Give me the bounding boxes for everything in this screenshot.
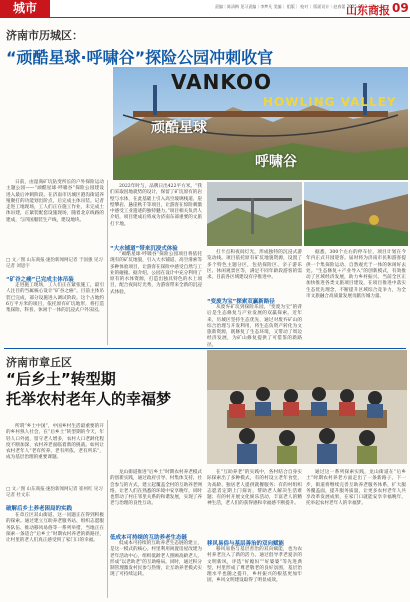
story1-main-photo bbox=[113, 67, 408, 180]
story1-headline: “顽酷星球·呼啸谷”探险公园冲刺收官 bbox=[6, 48, 274, 67]
story2-col5: 在“互助养老”的实践中，各村结合自身实际探索出了多种模式，有的村设立老年食堂，为高龄、独居老人提供就餐服务；有的村组织志愿者定期上门探访，帮助老人解决生活难题；有的村开展文化娱乐活动，丰富老人的精神生活，老人们的获得感和幸福感不断提升。 bbox=[207, 470, 302, 507]
story1-col5: 打卡点和夜间灯光，形成独特的沉浸式游览动线。项目依托原有矿坑地貌资源，设置了多个特色主题分区，包括探险区、亲子游乐区、休闲观景区等，满足不同年龄段游客的需求。目前各区域建设有序推进中。 bbox=[207, 250, 302, 281]
story2-col6: 移风易俗与基层善治的双向赋能，也为农村养老注入了新的活力。通过倡导孝老爱亲的文明新风，评选“好媳妇”“好婆婆”等先进典型，村里形成了尊老敬老的良好氛围，基层治理水平也随之提升，乡村振兴的根基更加牢固，乡风文明建设取得了明显成效。 bbox=[207, 547, 302, 584]
story1-byline: □ 文／图 山东商报·速豹新闻网记者 于国强 见习记者 刘思宇 bbox=[6, 258, 103, 270]
column-rule bbox=[107, 180, 108, 345]
story1-col3: 2022年时与，品牌日出422平方米。“我们采取因地就势的设计，保留了矿坑原有的岩壁与水体，在此基础上引入高空玻璃栈道、崖壁攀岩、悬崖秋千等项目，让游客在惊险刺激中感受工业遗迹的独特魅力。”项目相关负责人介绍，项目建成后将成为济南东部重要的文旅打卡地。 bbox=[110, 184, 202, 227]
story1-sub1: “矿谷之癌”已完成主体吊装 bbox=[6, 277, 74, 283]
story1-col7: 据悉，300个左右的停车位，项目计划在今年内正式开园迎客。届时将为济南市民和游客提供一个集探险运动、自然观光于一体的休闲好去处。“生态修复＋产业导入”的创新模式，有效推动了区域经济发展，助力乡村振兴。当前全区正加快推进各类文旅项目建设，在项目推进中落实生态优先理念，不断提升区域综合竞争力，为全市文旅融合高质量发展贡献历城力量。 bbox=[306, 250, 406, 300]
sign-vankoo: VANKOO bbox=[171, 70, 272, 94]
section-tag: 城市 bbox=[0, 0, 50, 17]
story1-col2: 走进施工现场，工人们正在紧张施工，最引人注目的当属核心设计“矿谷之癌”。目前主体吊装已完成，部分设施进入调试阶段。这个占地约6万平方米的项目，依托原有矿坑地形，将打造集探险、科普、休闲于一体的沉浸式户外乐园。 bbox=[6, 283, 104, 314]
story2-sub-right: 移风易俗与基层善治的双向赋能 bbox=[207, 541, 285, 547]
story2-kicker: 济南市章丘区 bbox=[6, 356, 72, 369]
story1-col4: “顽酷星球·呼啸谷”探险公园项目将依托现有的矿坑地貌，引入大水铺道、高空滑索等多种体验项目，让游客在探险中感受自然与工业的碰撞。据介绍，公园在设计中充分利用了原有的水体资源，打造出独具特色的水上项目，配合夜间灯光秀，为游客带来全新的沉浸式体验。 bbox=[110, 252, 202, 295]
story2-col1: 所谓“乡土中国”，中国乡村生活最重要的开的乡村熟人社会，在“后乡土”转型期的今天，年轻人口外流，留守老人增多，农村人口老龄化程度不断加深，农村养老面临着新的挑战。如何让农村老年人“老有所养、老有所依、老有所乐”，成为基层治理的重要课题。 bbox=[6, 424, 104, 461]
story1-sub2: “大水铺道”带来沉浸式体验 bbox=[110, 246, 178, 252]
story1-photo-3 bbox=[304, 182, 408, 246]
page-header bbox=[0, 0, 410, 18]
story1-col1: 日前，由湿商矿坑钻变所长的户外探险运动主题公园——“顽酷星球·呼啸谷”探险公园建设进入最后冲刺阶段。在济南市历城区港沟街道养殖聚打的功能划出阶点，后完成主体吊装。记者走进工地现场，工人们正在施工作业，未完成土体吊建，正紧装配套设施现场，随着北京线路的建成，与四国服装生产线，建设地块。 bbox=[6, 180, 104, 223]
page-number: 09 bbox=[392, 1, 409, 15]
story1-photo-2 bbox=[207, 182, 302, 246]
column-rule bbox=[107, 420, 108, 598]
story1-sub3: “变废为宝”探索双赢新路径 bbox=[207, 299, 275, 305]
story2-byline: □ 文／图 山东商报·速豹新闻网记者 崔州红 见习记者 杜文东 bbox=[6, 487, 103, 499]
photo-caption-1: 顽酷星球 bbox=[151, 120, 207, 136]
photo-caption-2: 呼啸谷 bbox=[255, 154, 297, 170]
story2-sub-mid: 低成本可持续的互助养老生态链 bbox=[110, 535, 188, 541]
story1-col6: 从废弃矿坑到探险乐园，“变废为宝”的背后是生态修复与产业发展的双赢探索。近年来，历城区坚持生态优先，通过对废弃矿山的综合治理与开发利用，将生态负资产转化为文旅新资源，既修复了生态环境，又带动了周边经济发展，为矿山修复提供了可借鉴的新路径。 bbox=[207, 305, 302, 348]
story2-headline-line2: 托举农村老年人的幸福梦 bbox=[6, 390, 172, 408]
story2-col7: 通过这一系列探索实践，龙山街道在“后乡土”时期农村养老方面走出了一条新路子。下一步，街道将继续完善互助养老服务体系，扩大服务覆盖面，提升服务质量，让更多农村老年人共享改革发展成果，在家门口就能安享幸福晚年，托举起农村老年人的幸福梦。 bbox=[306, 470, 406, 507]
story2-col3: 龙山街道推进“后乡土”时期农村养老模式的创新实践，通过政府引导、村集体支持、社会参与的方式，建立起覆盖全村的互助养老网络，让老人们在熟悉的环境中安享晚年，同时也带动了村庄邻里关系的和谐发展，实现了养老与治理的良性互动。 bbox=[110, 470, 202, 507]
header-meta: 责编｜陈清梅 见习责编｜李梦凡 美编｜ 组版｜ 校对｜ 版面设计｜赵春蕾 2025.8.12 星期二 bbox=[215, 4, 381, 9]
story2-headline-line1: “后乡土”转型期 bbox=[6, 370, 116, 388]
story2-main-photo bbox=[207, 350, 407, 464]
story-divider bbox=[4, 348, 406, 349]
newspaper-brand: 山东商报 bbox=[346, 4, 390, 17]
story2-col4: 低成本可持续的互助养老生态链的建立，是这一模式的核心。村里利用闲置房屋改建为老年活动中心，组织低龄老人照顾高龄老人，形成“以老助老”的互助格局。同时，通过积分制管理激发村民参与热情，让互助养老模式实现了可持续运转。 bbox=[110, 541, 202, 578]
sign-howling-valley: HOWLING VALLEY bbox=[263, 95, 397, 109]
story2-sub-left: 破解后乡土养老困局的实践 bbox=[6, 506, 73, 512]
story2-col2: 在章丘区双山街道，这一问题正在得到积极的探索。通过建立互助养老服务站、组织志愿服务队伍、推动移风易俗等一系列举措，当地正在探索一条适合“后乡土”时期农村养老的新路径，让村里的老人们真正感受到了家门口的幸福。 bbox=[6, 513, 104, 544]
story1-kicker: 济南市历城区： bbox=[6, 29, 83, 42]
